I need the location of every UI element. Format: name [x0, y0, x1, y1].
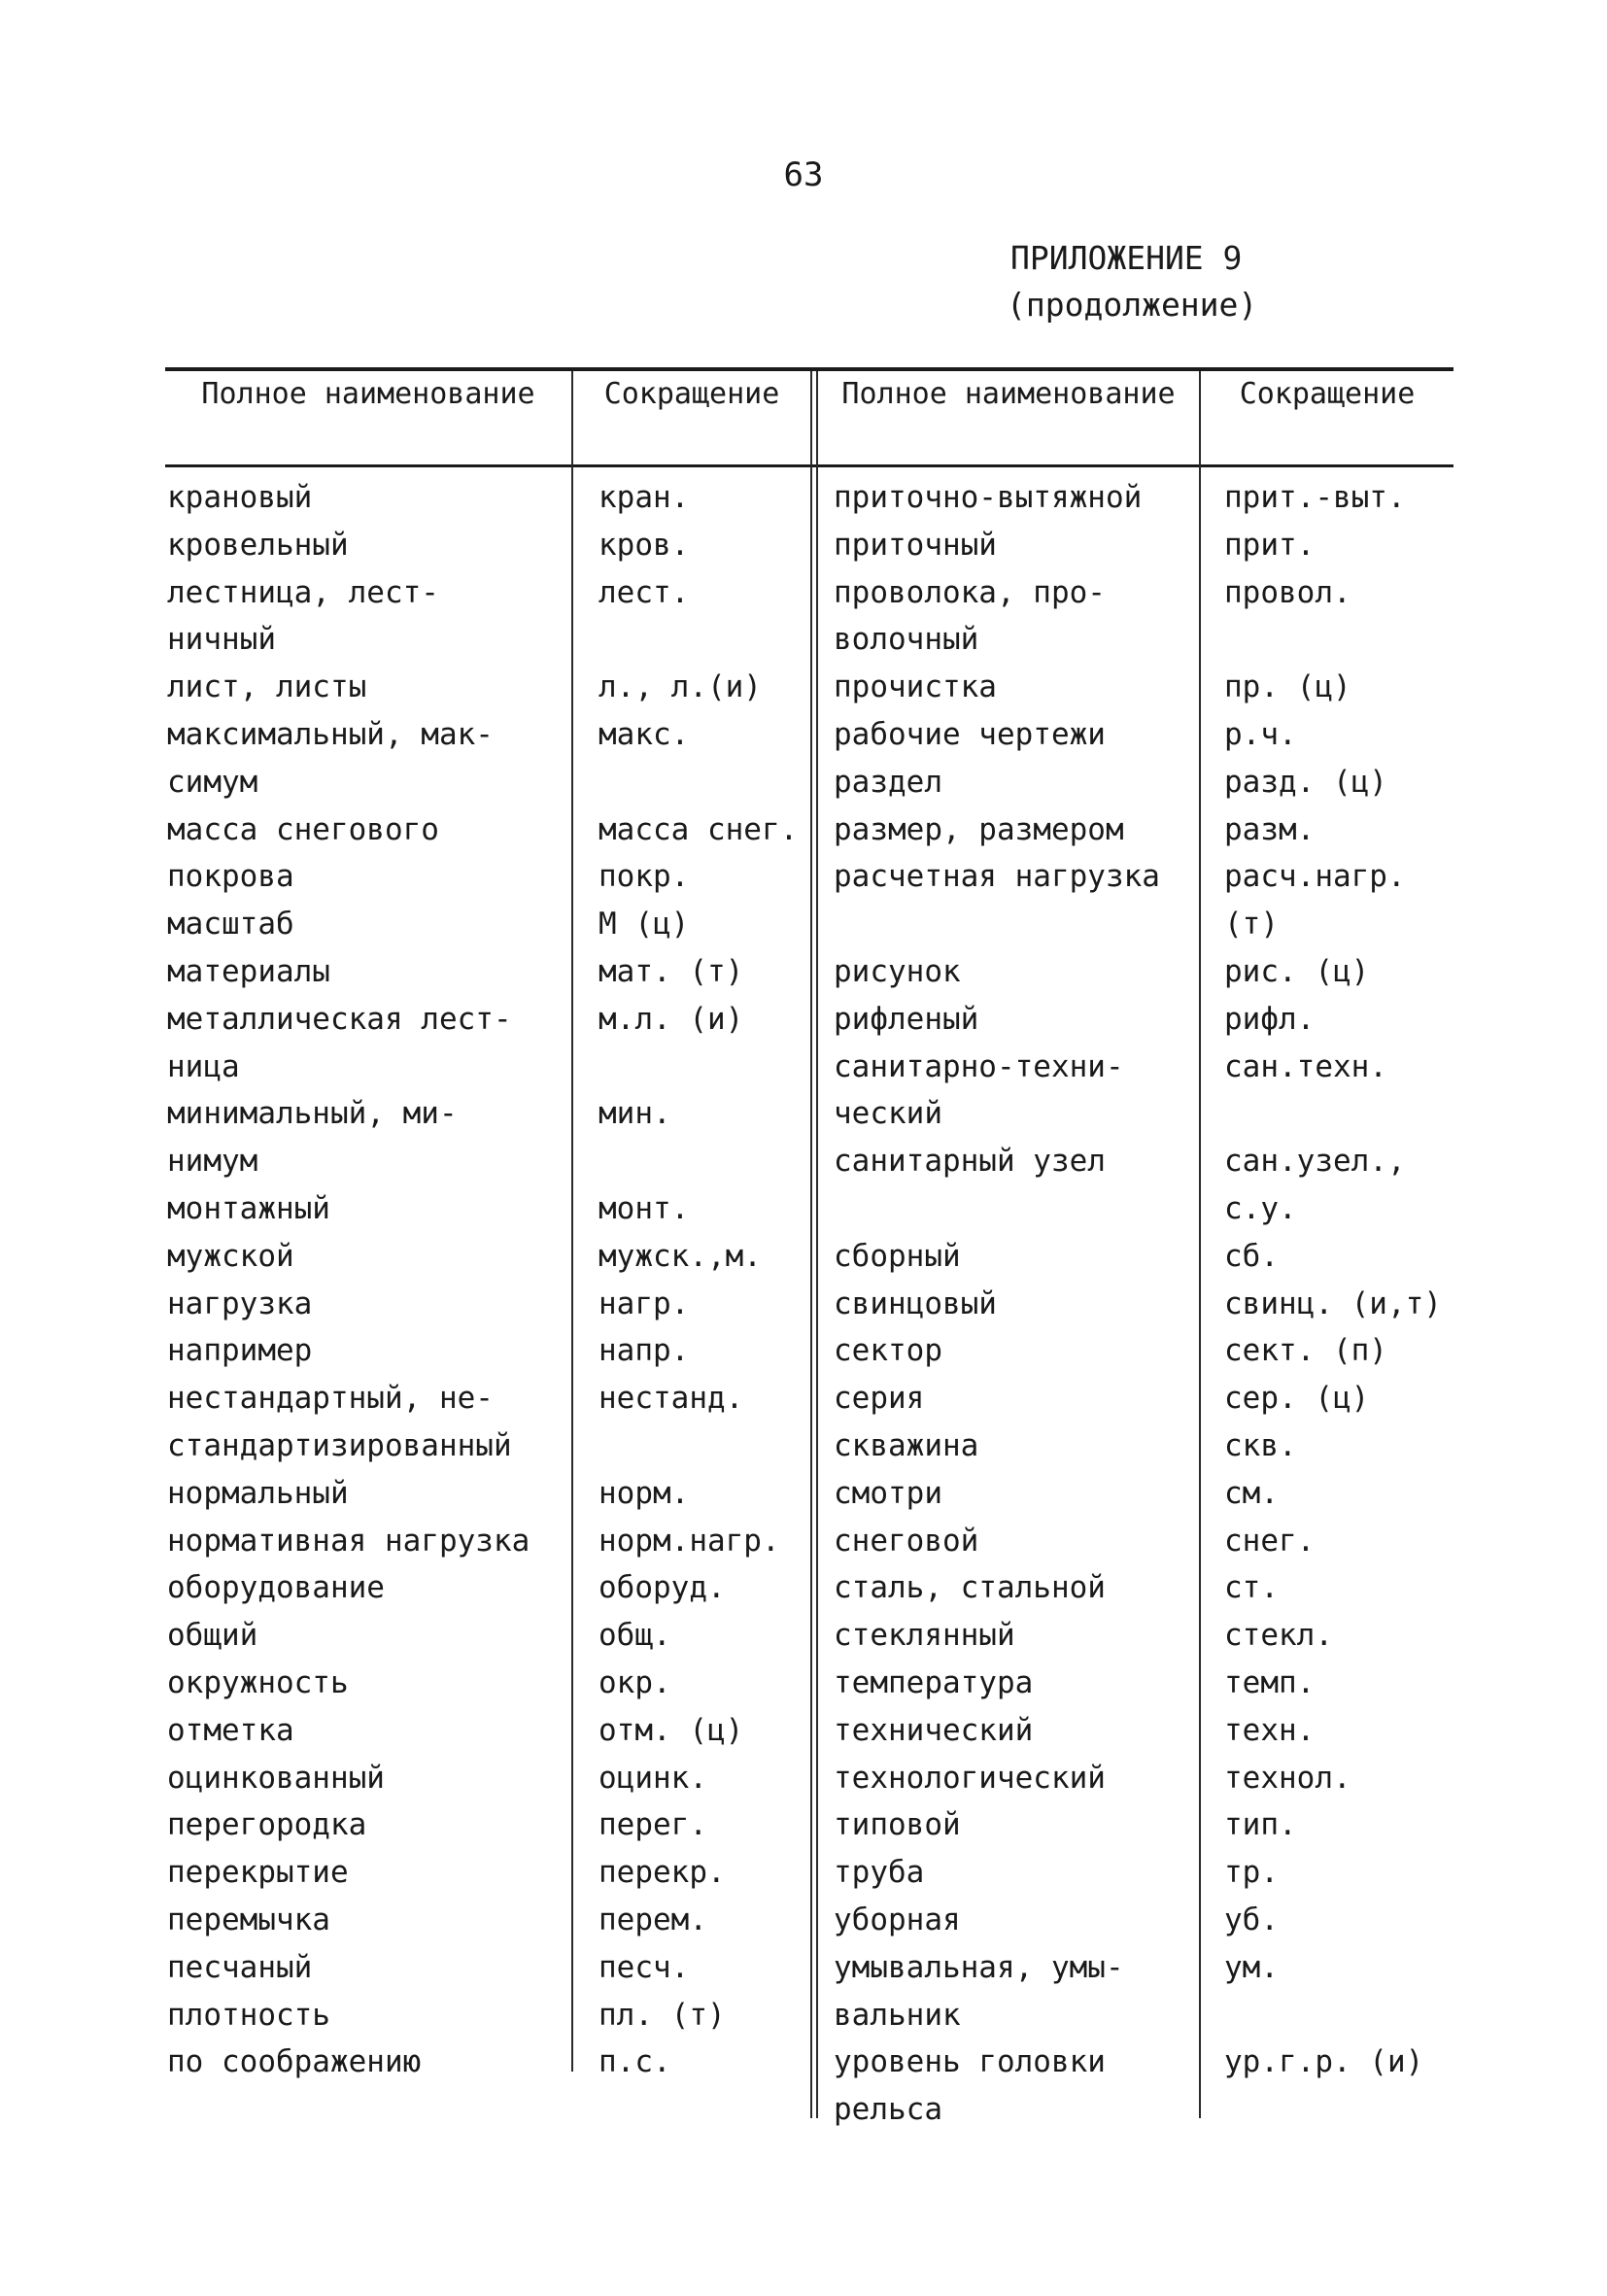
table-row — [165, 1707, 1453, 1755]
full-name-left-cell: кровельный — [167, 527, 349, 563]
header-abbreviation-2: Сокращение — [1239, 377, 1416, 411]
abbreviation-left-cell: песч. — [598, 1949, 690, 1985]
full-name-left-cell: ница — [167, 1048, 240, 1084]
abbreviation-right-cell: уб. — [1224, 1902, 1279, 1937]
full-name-left-cell: например — [167, 1333, 313, 1369]
full-name-left-cell: нормативная нагрузка — [167, 1523, 530, 1559]
full-name-right-cell: рифленый — [834, 1001, 979, 1037]
table-row — [165, 2086, 1453, 2134]
header-abbreviation-1: Сокращение — [603, 377, 780, 411]
full-name-right-cell: труба — [834, 1855, 925, 1891]
abbreviation-right-cell: тр. — [1224, 1855, 1279, 1891]
table-row — [165, 1660, 1453, 1707]
table-row — [165, 1090, 1453, 1138]
abbreviation-right-cell: ур.г.р. (и) — [1224, 2044, 1424, 2080]
full-name-left-cell: мужской — [167, 1238, 294, 1274]
full-name-right-cell: рисунок — [834, 953, 961, 989]
full-name-left-cell: общий — [167, 1618, 258, 1654]
abbreviation-left-cell: пл. (т) — [598, 1997, 726, 2033]
abbreviation-right-cell: снег. — [1224, 1523, 1316, 1559]
abbreviation-left-cell: л., л.(и) — [598, 669, 762, 705]
table-row — [165, 1518, 1453, 1565]
full-name-left-cell: материалы — [167, 953, 330, 989]
table-row — [165, 474, 1453, 522]
full-name-right-cell: ческий — [834, 1096, 942, 1132]
abbreviation-right-cell: р.ч. — [1224, 716, 1297, 752]
full-name-left-cell: масштаб — [167, 907, 294, 942]
full-name-left-cell: перекрытие — [167, 1855, 349, 1891]
abbreviation-right-cell: ст. — [1224, 1570, 1279, 1606]
table-header-rule — [165, 464, 1453, 467]
full-name-left-cell: перегородка — [167, 1807, 367, 1843]
abbreviation-right-cell: стекл. — [1224, 1618, 1333, 1654]
full-name-left-cell: лестница, лест- — [167, 574, 439, 610]
full-name-right-cell: типовой — [834, 1807, 961, 1843]
full-name-left-cell: нимум — [167, 1144, 258, 1180]
abbreviation-right-cell: разм. — [1224, 811, 1316, 847]
full-name-right-cell: прочистка — [834, 669, 997, 705]
table-row — [165, 1992, 1453, 2039]
full-name-left-cell: металлическая лест- — [167, 1001, 512, 1037]
abbreviation-left-cell: покр. — [598, 859, 690, 895]
table-row — [165, 1564, 1453, 1612]
full-name-right-cell: расчетная нагрузка — [834, 859, 1160, 895]
full-name-right-cell: раздел — [834, 764, 942, 800]
full-name-left-cell: крановый — [167, 480, 313, 515]
abbreviation-right-cell: сан.узел., — [1224, 1144, 1406, 1180]
full-name-right-cell: рабочие чертежи — [834, 716, 1106, 752]
full-name-left-cell: перемычка — [167, 1902, 330, 1937]
table-row — [165, 1281, 1453, 1328]
table-row — [165, 1755, 1453, 1802]
full-name-left-cell: окружность — [167, 1664, 349, 1700]
full-name-right-cell: смотри — [834, 1475, 942, 1511]
table-row — [165, 664, 1453, 711]
full-name-left-cell: покрова — [167, 859, 294, 895]
full-name-right-cell: санитарно-техни- — [834, 1048, 1124, 1084]
full-name-right-cell: стеклянный — [834, 1618, 1015, 1654]
full-name-left-cell: минимальный, ми- — [167, 1096, 458, 1132]
table-top-rule — [165, 367, 1453, 371]
full-name-right-cell: уровень головки — [834, 2044, 1106, 2080]
full-name-right-cell: сборный — [834, 1238, 961, 1274]
table-row — [165, 1327, 1453, 1375]
full-name-right-cell: скважина — [834, 1427, 979, 1463]
full-name-left-cell: отметка — [167, 1712, 294, 1748]
abbreviation-left-cell: мат. (т) — [598, 953, 744, 989]
abbreviation-right-cell: темп. — [1224, 1664, 1316, 1700]
full-name-left-cell: песчаный — [167, 1949, 313, 1985]
abbreviation-left-cell: мин. — [598, 1096, 671, 1132]
table-row — [165, 2039, 1453, 2086]
abbreviation-left-cell: оцинк. — [598, 1760, 707, 1796]
abbreviation-right-cell: технол. — [1224, 1760, 1351, 1796]
page-number: 63 — [783, 155, 824, 194]
table-row — [165, 1470, 1453, 1518]
full-name-right-cell: технический — [834, 1712, 1034, 1748]
full-name-left-cell: оборудование — [167, 1570, 385, 1606]
full-name-right-cell: снеговой — [834, 1523, 979, 1559]
abbreviation-right-cell: (т) — [1224, 907, 1279, 942]
header-full-name-1: Полное наименование — [201, 377, 535, 411]
table-row — [165, 901, 1453, 948]
abbreviation-left-cell: кров. — [598, 527, 690, 563]
full-name-right-cell: волочный — [834, 622, 979, 658]
abbreviation-right-cell: ум. — [1224, 1949, 1279, 1985]
abbreviation-left-cell: отм. (ц) — [598, 1712, 744, 1748]
abbreviation-left-cell: м.л. (и) — [598, 1001, 744, 1037]
abbreviation-left-cell: перег. — [598, 1807, 707, 1843]
abbreviation-left-cell: нестанд. — [598, 1381, 744, 1417]
abbreviation-right-cell: техн. — [1224, 1712, 1316, 1748]
full-name-right-cell: приточно-вытяжной — [834, 480, 1143, 515]
full-name-right-cell: приточный — [834, 527, 997, 563]
full-name-left-cell: нагрузка — [167, 1285, 313, 1321]
full-name-right-cell: вальник — [834, 1997, 961, 2033]
full-name-left-cell: по соображению — [167, 2044, 422, 2080]
abbreviation-right-cell: свинц. (и,т) — [1224, 1285, 1442, 1321]
abbreviation-right-cell: сан.техн. — [1224, 1048, 1387, 1084]
full-name-right-cell: рельса — [834, 2092, 942, 2128]
abbreviation-right-cell: прит.-выт. — [1224, 480, 1406, 515]
full-name-left-cell: симум — [167, 764, 258, 800]
table-row — [165, 1138, 1453, 1185]
table-row — [165, 1612, 1453, 1660]
table-row — [165, 806, 1453, 854]
abbreviation-left-cell: норм. — [598, 1475, 690, 1511]
table-row — [165, 522, 1453, 569]
full-name-right-cell: санитарный узел — [834, 1144, 1106, 1180]
abbreviation-right-cell: расч.нагр. — [1224, 859, 1406, 895]
abbreviation-right-cell: см. — [1224, 1475, 1279, 1511]
table-row — [165, 1897, 1453, 1944]
abbreviation-left-cell: нагр. — [598, 1285, 690, 1321]
full-name-left-cell: оцинкованный — [167, 1760, 385, 1796]
full-name-right-cell: серия — [834, 1381, 925, 1417]
table-row — [165, 759, 1453, 806]
table-row — [165, 1044, 1453, 1091]
appendix-heading — [1007, 235, 1258, 328]
table-row — [165, 616, 1453, 664]
table-row — [165, 1801, 1453, 1849]
table-row — [165, 711, 1453, 759]
full-name-left-cell: плотность — [167, 1997, 330, 2033]
abbreviation-left-cell: перем. — [598, 1902, 707, 1937]
abbreviation-right-cell: сект. (п) — [1224, 1333, 1387, 1369]
table-row — [165, 1233, 1453, 1281]
header-full-name-2: Полное наименование — [841, 377, 1176, 411]
abbreviation-left-cell: мужск.,м. — [598, 1238, 762, 1274]
abbreviation-right-cell: тип. — [1224, 1807, 1297, 1843]
abbreviation-left-cell: оборуд. — [598, 1570, 726, 1606]
abbreviation-left-cell: монт. — [598, 1190, 690, 1226]
abbreviation-right-cell: провол. — [1224, 574, 1351, 610]
table-row — [165, 948, 1453, 996]
full-name-left-cell: нормальный — [167, 1475, 349, 1511]
abbreviation-left-cell: окр. — [598, 1664, 671, 1700]
abbreviation-right-cell: разд. (ц) — [1224, 764, 1387, 800]
full-name-left-cell: стандартизированный — [167, 1427, 512, 1463]
table-row — [165, 853, 1453, 901]
full-name-right-cell: умывальная, умы- — [834, 1949, 1124, 1985]
full-name-left-cell: максимальный, мак- — [167, 716, 494, 752]
full-name-left-cell: масса снегового — [167, 811, 439, 847]
full-name-left-cell: лист, листы — [167, 669, 367, 705]
full-name-right-cell: сталь, стальной — [834, 1570, 1106, 1606]
full-name-left-cell: нестандартный, не- — [167, 1381, 494, 1417]
table-row — [165, 1849, 1453, 1897]
abbreviation-left-cell: масса снег. — [598, 811, 799, 847]
abbreviation-left-cell: норм.нагр. — [598, 1523, 780, 1559]
abbreviation-right-cell: с.у. — [1224, 1190, 1297, 1226]
full-name-right-cell: уборная — [834, 1902, 961, 1937]
abbreviation-right-cell: рис. (ц) — [1224, 953, 1370, 989]
full-name-right-cell: размер, размером — [834, 811, 1124, 847]
abbreviation-right-cell: рифл. — [1224, 1001, 1316, 1037]
abbreviation-left-cell: общ. — [598, 1618, 671, 1654]
appendix-subtitle: (продолжение) — [1007, 286, 1258, 324]
full-name-right-cell: технологический — [834, 1760, 1106, 1796]
full-name-right-cell: свинцовый — [834, 1285, 997, 1321]
abbreviation-left-cell: макс. — [598, 716, 690, 752]
table-row — [165, 1185, 1453, 1233]
full-name-left-cell: ничный — [167, 622, 276, 658]
abbreviation-right-cell: сб. — [1224, 1238, 1279, 1274]
full-name-right-cell: проволока, про- — [834, 574, 1106, 610]
abbreviation-right-cell: пр. (ц) — [1224, 669, 1351, 705]
table-row — [165, 569, 1453, 617]
table-row — [165, 1422, 1453, 1470]
abbreviation-left-cell: перекр. — [598, 1855, 726, 1891]
abbreviation-left-cell: п.с. — [598, 2044, 671, 2080]
abbreviation-left-cell: М (ц) — [598, 907, 690, 942]
abbreviation-left-cell: лест. — [598, 574, 690, 610]
abbreviation-right-cell: сер. (ц) — [1224, 1381, 1370, 1417]
table-row — [165, 1944, 1453, 1992]
abbreviation-right-cell: скв. — [1224, 1427, 1297, 1463]
full-name-right-cell: температура — [834, 1664, 1034, 1700]
abbreviation-left-cell: напр. — [598, 1333, 690, 1369]
table-body — [165, 474, 1453, 2134]
full-name-left-cell: монтажный — [167, 1190, 330, 1226]
appendix-title: ПРИЛОЖЕНИЕ 9 — [1010, 239, 1243, 277]
table-row — [165, 996, 1453, 1044]
full-name-right-cell: сектор — [834, 1333, 942, 1369]
table-row — [165, 1375, 1453, 1422]
abbreviation-left-cell: кран. — [598, 480, 690, 515]
abbreviation-right-cell: прит. — [1224, 527, 1316, 563]
